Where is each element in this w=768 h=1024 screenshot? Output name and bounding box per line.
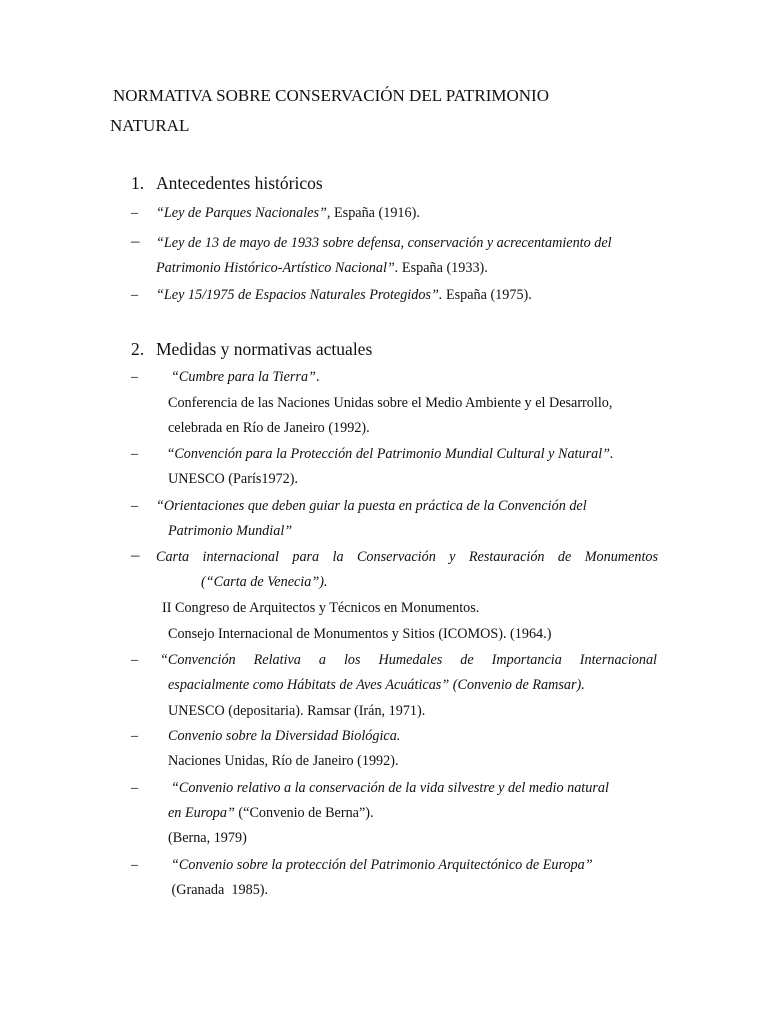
title-line-2: NATURAL xyxy=(110,116,190,135)
item-title: “Cumbre para la Tierra” xyxy=(171,369,316,385)
list-bullet-dash: – xyxy=(131,545,140,564)
list-item xyxy=(171,368,319,386)
list-item-line: “Orientaciones que deben guiar la puesta en práctica de la Convención del xyxy=(156,498,587,514)
section-1-heading: Antecedentes históricos xyxy=(156,173,323,193)
section-1-number: 1. xyxy=(131,173,145,193)
list-item-line: Consejo Internacional de Monumentos y Sitios (ICOMOS). (1964.) xyxy=(168,626,552,642)
item-detail: España (1933). xyxy=(398,260,488,276)
list-item-line: Carta internacional para la Conservación y Restauración de Monumentos xyxy=(156,549,658,565)
item-detail: España (1975). xyxy=(442,287,532,303)
list-item xyxy=(168,445,614,463)
list-item-line: UNESCO (París1972). xyxy=(168,471,299,487)
list-item-line: “Convenio relativo a la conservación de la vida silvestre y del medio natural xyxy=(171,780,609,796)
list-item-line: (Berna, 1979) xyxy=(168,830,247,846)
list-bullet-dash: – xyxy=(131,446,139,462)
list-bullet-dash: – xyxy=(131,205,139,221)
list-bullet-dash: – xyxy=(131,652,139,668)
list-item-line: Naciones Unidas, Río de Janeiro (1992). xyxy=(168,753,399,769)
list-bullet-dash: – xyxy=(131,498,139,514)
list-item-line: Convenio sobre la Diversidad Biológica. xyxy=(168,728,401,744)
section-2-heading: Medidas y normativas actuales xyxy=(156,339,373,359)
list-bullet-dash: – xyxy=(131,728,139,744)
list-item-line: “Ley de 13 de mayo de 1933 sobre defensa, conservación y acrecentamiento del xyxy=(156,235,612,251)
list-bullet-dash: – xyxy=(131,287,139,303)
title-line-1: NORMATIVA SOBRE CONSERVACIÓN DEL PATRIMONIO xyxy=(113,86,549,105)
item-title: Patrimonio Histórico-Artístico Nacional”. xyxy=(156,260,399,276)
list-item-line: Patrimonio Mundial” xyxy=(168,523,293,539)
item-title: en Europa” xyxy=(168,805,235,821)
list-item-line: II Congreso de Arquitectos y Técnicos en Monumentos. xyxy=(162,600,480,616)
list-bullet-dash: – xyxy=(131,369,139,385)
list-bullet-dash: – xyxy=(131,780,139,796)
item-detail: (“Convenio de Berna”). xyxy=(234,805,374,821)
list-item-line: espacialmente como Hábitats de Aves Acuáticas” (Convenio de Ramsar). xyxy=(168,677,585,693)
list-item-line: (“Carta de Venecia”). xyxy=(201,574,328,590)
item-quote: “ xyxy=(168,446,175,462)
list-item-line: Conferencia de las Naciones Unidas sobre el Medio Ambiente y el Desarrollo, xyxy=(168,395,613,411)
list-item-line: “Convenio sobre la protección del Patrimonio Arquitectónico de Europa” xyxy=(171,857,593,873)
item-detail: España (1916). xyxy=(330,205,420,221)
item-title: “Ley de Parques Nacionales”, xyxy=(156,205,331,221)
list-bullet-dash: – xyxy=(131,857,139,873)
item-title: Convención para la Protección del Patrimonio Mundial Cultural y Natural”. xyxy=(174,446,614,462)
list-item-line: “Convención Relativa a los Humedales de Importancia Internacional xyxy=(160,652,657,668)
list-item xyxy=(156,204,420,222)
list-item-line: celebrada en Río de Janeiro (1992). xyxy=(168,420,370,436)
section-2-number: 2. xyxy=(131,339,145,359)
item-detail: . xyxy=(315,369,320,385)
list-item xyxy=(156,286,532,304)
list-item-line xyxy=(168,804,374,822)
list-item-line: UNESCO (depositaria). Ramsar (Irán, 1971). xyxy=(168,703,426,719)
list-item-line: (Granada 1985). xyxy=(168,882,269,898)
list-item-line xyxy=(156,259,488,277)
item-title: “Ley 15/1975 de Espacios Naturales Protegidos”. xyxy=(156,287,443,303)
list-bullet-dash: – xyxy=(131,231,140,250)
